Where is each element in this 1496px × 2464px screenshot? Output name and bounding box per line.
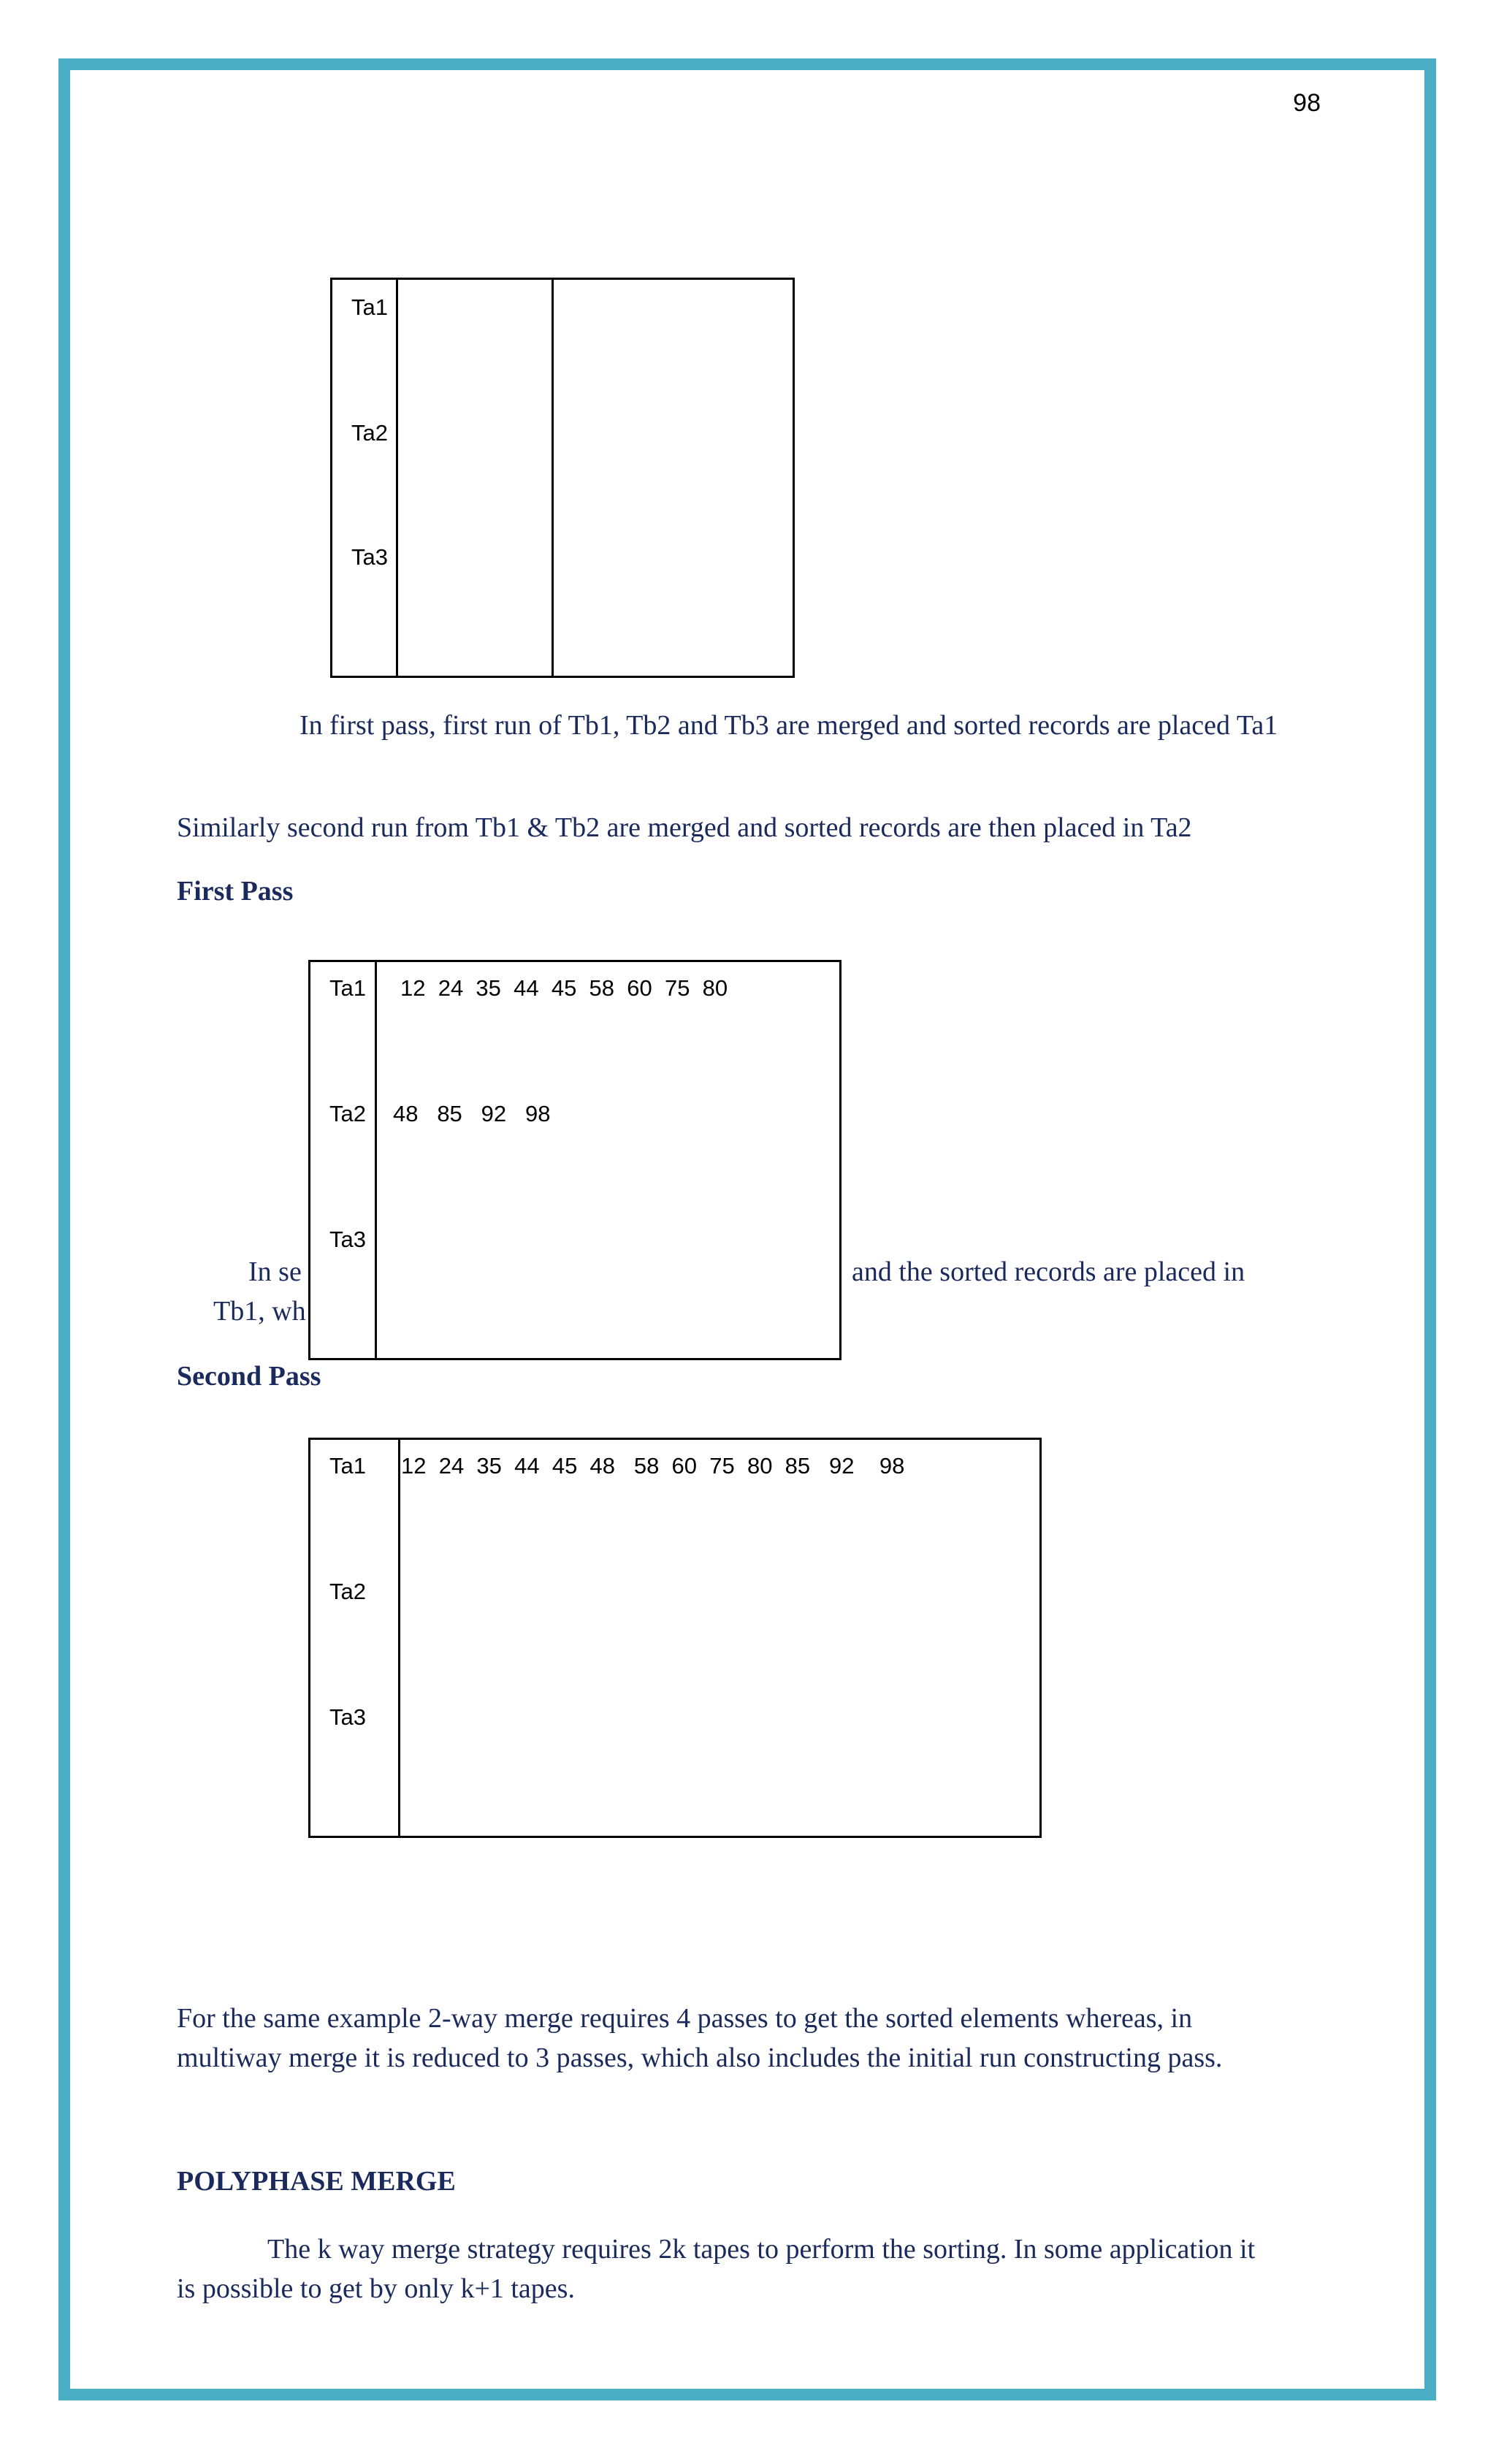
tape-values-ta1: 12 24 35 44 45 48 58 60 75 80 85 92 98 — [401, 1453, 905, 1479]
tape-label-ta3: Ta3 — [329, 1704, 366, 1730]
page-number: 98 — [1293, 89, 1321, 117]
paragraph-text: In se — [248, 1256, 302, 1287]
paragraph-line: The k way merge strategy requires 2k tapes to perform the sorting. In some application it — [267, 2234, 1256, 2265]
table-divider — [552, 280, 554, 676]
tape-label-ta1: Ta1 — [329, 975, 366, 1001]
tape-table-second-pass — [308, 1438, 1042, 1838]
tape-label-ta3: Ta3 — [351, 544, 388, 570]
tape-label-ta2: Ta2 — [329, 1579, 366, 1604]
tape-table-initial — [330, 278, 795, 678]
paragraph-second-run-description — [177, 808, 1419, 847]
paragraph-line: is possible to get by only k+1 tapes. — [177, 2273, 575, 2304]
paragraph-polyphase-description — [177, 2230, 1255, 2308]
paragraph-line: multiway merge it is reduced to 3 passes, which also includes the initial run constructing pass. — [177, 2042, 1223, 2073]
paragraph-text: In first pass, first run of Tb1, Tb2 and Tb3 are merged and sorted records are placed Ta1 — [299, 710, 1278, 741]
tape-label-ta1: Ta1 — [351, 294, 388, 320]
table-divider — [396, 280, 398, 676]
tape-label-ta2: Ta2 — [351, 420, 388, 446]
paragraph-first-pass-description — [177, 706, 1324, 745]
table-divider — [398, 1440, 400, 1836]
paragraph-text: Tb1, wh — [213, 1296, 306, 1327]
heading-first-pass: First Pass — [177, 876, 294, 907]
tape-table-first-pass — [308, 960, 842, 1360]
heading-second-pass: Second Pass — [177, 1361, 321, 1392]
tape-values-ta1: 12 24 35 44 45 58 60 75 80 — [400, 975, 728, 1001]
tape-label-ta3: Ta3 — [329, 1227, 366, 1252]
tape-values-ta2: 48 85 92 98 — [393, 1101, 551, 1126]
heading-polyphase-merge: POLYPHASE MERGE — [177, 2166, 456, 2197]
table-divider — [375, 962, 377, 1358]
paragraph-text: Similarly second run from Tb1 & Tb2 are merged and sorted records are then placed in Ta2 — [177, 812, 1192, 843]
paragraph-line: For the same example 2-way merge requires 4 passes to get the sorted elements whereas, in — [177, 2003, 1193, 2034]
paragraph-second-pass-description — [248, 1252, 302, 1292]
paragraph-text: and the sorted records are placed in — [852, 1256, 1245, 1287]
paragraph-second-pass-description-right — [852, 1252, 1245, 1292]
tape-label-ta2: Ta2 — [329, 1101, 366, 1126]
paragraph-second-pass-description-line2 — [213, 1292, 306, 1331]
paragraph-comparison — [177, 1999, 1222, 2078]
tape-label-ta1: Ta1 — [329, 1453, 366, 1479]
